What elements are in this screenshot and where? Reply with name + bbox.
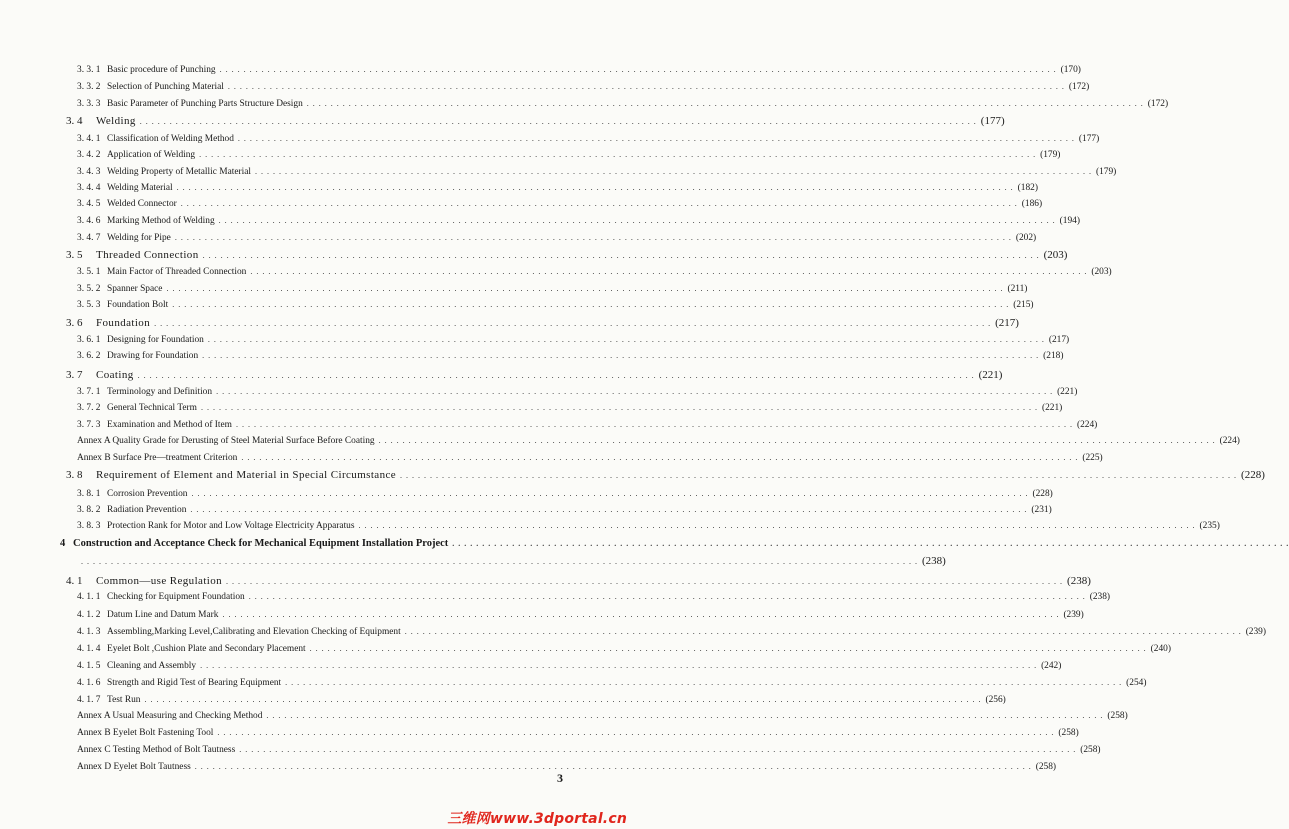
toc-entry-page: (202) [1015, 233, 1037, 243]
toc-entry-title: Examination and Method of Item [107, 420, 232, 430]
dot-leader: . . . . . . . . . . . . . . . . . . . . . . . . . . . . . . . . . . . . . . . . . . . . . . . . . . . . . . . . . . . . . . . . . . . . . . . . . . . . . . . . . . . . . . . . . . . . . . . . . . . . . . . . . . . . . . . . . . . . . . . . . . . . . . . . . . . . . . . . . . . . [200, 661, 1038, 670]
dot-leader: . . . . . . . . . . . . . . . . . . . . . . . . . . . . . . . . . . . . . . . . . . . . . . . . . . . . . . . . . . . . . . . . . . . . . . . . . . . . . . . . . . . . . . . . . . . . . . . . . . . . . . . . . . . . . . . . . . . . . . . . . . . . . . . . . . . . . . . . . . . . [202, 351, 1040, 360]
toc-entry-page: (217) [1048, 335, 1070, 345]
toc-entry-number: 4. 1. 4 [77, 644, 101, 654]
dot-leader: . . . . . . . . . . . . . . . . . . . . . . . . . . . . . . . . . . . . . . . . . . . . . . . . . . . . . . . . . . . . . . . . . . . . . . . . . . . . . . . . . . . . . . . . . . . . . . . . . . . . . . . . . . . . . . . . . . . . . . . . . . . . . . . . . . . . . . . . . . . . [309, 644, 1147, 653]
toc-entry-title: General Technical Term [107, 403, 197, 413]
dot-leader: . . . . . . . . . . . . . . . . . . . . . . . . . . . . . . . . . . . . . . . . . . . . . . . . . . . . . . . . . . . . . . . . . . . . . . . . . . . . . . . . . . . . . . . . . . . . . . . . . . . . . . . . . . . . . . . . . . . . . . . . . . . . . . . . . . . . . . . . . . . . [218, 216, 1056, 225]
toc-entry-page: (177) [1078, 134, 1100, 144]
toc-entry-number: 3. 8. 1 [77, 489, 101, 499]
dot-leader: . . . . . . . . . . . . . . . . . . . . . . . . . . . . . . . . . . . . . . . . . . . . . . . . . . . . . . . . . . . . . . . . . . . . . . . . . . . . . . . . . . . . . . . . . . . . . . . . . . . . . . . . . . . . . . . . . . . . . . . . . . . . . . . . . . . . . . . . . . . . [194, 762, 1032, 771]
toc-subsection-entry [77, 676, 1147, 690]
toc-entry-title: Welding [96, 115, 136, 127]
dot-leader: . . . . . . . . . . . . . . . . . . . . . . . . . . . . . . . . . . . . . . . . . . . . . . . . . . . . . . . . . . . . . . . . . . . . . . . . . . . . . . . . . . . . . . . . . . . . . . . . . . . . . . . . . . . . . . . . . . . . . . . . . . . . . . . . . . . . . . . . . . . . [217, 728, 1055, 737]
toc-entry-page: (258) [1035, 762, 1057, 772]
toc-entry-page: (203) [1043, 249, 1068, 261]
dot-leader: . . . . . . . . . . . . . . . . . . . . . . . . . . . . . . . . . . . . . . . . . . . . . . . . . . . . . . . . . . . . . . . . . . . . . . . . . . . . . . . . . . . . . . . . . . . . . . . . . . . . . . . . . . . . . . . . . . . . . . . . . . . . . . . . . . . . . . . . . . . . [404, 627, 1242, 636]
toc-entry-page: (221) [1041, 403, 1063, 413]
toc-entry-page: (217) [995, 317, 1019, 329]
toc-entry-page: (228) [1241, 469, 1265, 481]
toc-entry-page: (225) [1082, 453, 1103, 463]
toc-entry-page: (215) [1013, 300, 1034, 310]
toc-entry-number: 4. 1. 7 [77, 695, 101, 705]
toc-section-entry [66, 368, 1003, 382]
toc-annex-entry [77, 451, 1103, 465]
toc-annex-entry [77, 434, 1240, 448]
toc-entry-page: (258) [1107, 711, 1128, 721]
dot-leader: . . . . . . . . . . . . . . . . . . . . . . . . . . . . . . . . . . . . . . . . . . . . . . . . . . . . . . . . . . . . . . . . . . . . . . . . . . . . . . . . . . . . . . . . . . . . . . . . . . . . . . . . . . . . . . . . . . . . . . . . . . . . . . . . . . . . . . . . . . . . [239, 745, 1077, 754]
toc-entry-number: 4 [60, 538, 66, 549]
toc-annex-entry [77, 709, 1128, 723]
toc-subsection-entry [77, 165, 1117, 179]
toc-entry-title: Application of Welding [107, 150, 196, 160]
toc-subsection-entry [77, 503, 1052, 517]
dot-leader: . . . . . . . . . . . . . . . . . . . . . . . . . . . . . . . . . . . . . . . . . . . . . . . . . . . . . . . . . . . . . . . . . . . . . . . . . . . . . . . . . . . . . . . . . . . . . . . . . . . . . . . . . . . . . . . . . . . . . . . . . . . . . . . . . . . . . . . . . . . . [200, 403, 1038, 412]
toc-subsection-entry [77, 608, 1084, 622]
dot-leader: . . . . . . . . . . . . . . . . . . . . . . . . . . . . . . . . . . . . . . . . . . . . . . . . . . . . . . . . . . . . . . . . . . . . . . . . . . . . . . . . . . . . . . . . . . . . . . . . . . . . . . . . . . . . . . . . . . . . . . . . . . . . . . . . . . . . . . . . . . . . [180, 199, 1018, 208]
toc-entry-number: 4. 1. 1 [77, 592, 101, 602]
toc-entry-title: Threaded Connection [96, 249, 199, 261]
toc-entry-number: 3. 5 [66, 249, 83, 261]
toc-entry-title: Corrosion Prevention [107, 489, 188, 499]
dot-leader: . . . . . . . . . . . . . . . . . . . . . . . . . . . . . . . . . . . . . . . . . . . . . . . . . . . . . . . . . . . . . . . . . . . . . . . . . . . . . . . . . . . . . . . . . . . . . . . . . . . . . . . . . . . . . . . . . . . . . . . . . . . . . . . . . . . . . . . . . . . . [199, 150, 1037, 159]
toc-entry-title: Coating [96, 369, 134, 381]
toc-entry-title: Assembling,Marking Level,Calibrating and Elevation Checking of Equipment [107, 627, 401, 637]
toc-entry-number: 3. 3. 2 [77, 82, 101, 92]
toc-entry-page: (182) [1017, 183, 1038, 193]
dot-leader: . . . . . . . . . . . . . . . . . . . . . . . . . . . . . . . . . . . . . . . . . . . . . . . . . . . . . . . . . . . . . . . . . . . . . . . . . . . . . . . . . . . . . . . . . . . . . . . . . . . . . . . . . . . . . . . . . . . . . . . . . . . . . . . . . . . . . . . . . . . . [358, 521, 1196, 530]
toc-subsection-entry [77, 625, 1266, 639]
toc-entry-page: (179) [1040, 150, 1061, 160]
toc-subsection-entry [77, 265, 1112, 279]
toc-entry-number: 3. 4 [66, 115, 83, 127]
toc-entry-title: Welding Material [107, 183, 173, 193]
toc-entry-title: Welding for Pipe [107, 233, 171, 243]
toc-entry-page: (203) [1091, 267, 1112, 277]
toc-entry-page: (224) [1076, 420, 1098, 430]
toc-section-entry [66, 248, 1068, 262]
toc-entry-page: (242) [1041, 661, 1062, 671]
toc-entry-number: 3. 4. 6 [77, 216, 101, 226]
toc-subsection-entry [77, 132, 1100, 146]
toc-subsection-entry [77, 80, 1090, 94]
dot-leader: . . . . . . . . . . . . . . . . . . . . . . . . . . . . . . . . . . . . . . . . . . . . . . . . . . . . . . . . . . . . . . . . . . . . . . . . . . . . . . . . . . . . . . . . . . . . . . . . . . . . . . . . . . . . . . . . . . . . . . . . . . . . . . . . . . . . . . . . . . . . [202, 251, 1040, 260]
dot-leader: . . . . . . . . . . . . . . . . . . . . . . . . . . . . . . . . . . . . . . . . . . . . . . . . . . . . . . . . . . . . . . . . . . . . . . . . . . . . . . . . . . . . . . . . . . . . . . . . . . . . . . . . . . . . . . . . . . . . . . . . . . . . . . . . . . . . . . . . . . . . [222, 610, 1060, 619]
toc-entry-number: 3. 5. 2 [77, 284, 101, 294]
toc-entry-page: (179) [1096, 167, 1117, 177]
dot-leader: . . . . . . . . . . . . . . . . . . . . . . . . . . . . . . . . . . . . . . . . . . . . . . . . . . . . . . . . . . . . . . . . . . . . . . . . . . . . . . . . . . . . . . . . . . . . . . . . . . . . . . . . . . . . . . . . . . . . . . . . . . . . . . . . . . . . . . . . . . . . [226, 577, 1064, 586]
dot-leader: . . . . . . . . . . . . . . . . . . . . . . . . . . . . . . . . . . . . . . . . . . . . . . . . . . . . . . . . . . . . . . . . . . . . . . . . . . . . . . . . . . . . . . . . . . . . . . . . . . . . . . . . . . . . . . . . . . . . . . . . . . . . . . . . . . . . . . . . . . . . [191, 489, 1029, 498]
toc-subsection-entry [77, 693, 1006, 707]
toc-entry-page: (221) [978, 369, 1003, 381]
dot-leader: . . . . . . . . . . . . . . . . . . . . . . . . . . . . . . . . . . . . . . . . . . . . . . . . . . . . . . . . . . . . . . . . . . . . . . . . . . . . . . . . . . . . . . . . . . . . . . . . . . . . . . . . . . . . . . . . . . . . . . . . . . . . . . . . . . . . . . . . . . . . [207, 335, 1045, 344]
toc-annex-entry [77, 726, 1079, 740]
toc-entry-title: Selection of Punching Material [107, 82, 224, 92]
toc-entry-page: (211) [1007, 284, 1028, 294]
toc-entry-number: 3. 8. 3 [77, 521, 101, 531]
toc-entry-number: 3. 6 [66, 317, 83, 329]
toc-entry-title: Welding Property of Metallic Material [107, 167, 251, 177]
toc-entry-title: Strength and Rigid Test of Bearing Equipment [107, 678, 282, 688]
toc-entry-page: (235) [1199, 521, 1220, 531]
page-number: 3 [557, 771, 563, 785]
dot-leader: . . . . . . . . . . . . . . . . . . . . . . . . . . . . . . . . . . . . . . . . . . . . . . . . . . . . . . . . . . . . . . . . . . . . . . . . . . . . . . . . . . . . . . . . . . . . . . . . . . . . . . . . . . . . . . . . . . . . . . . . . . . . . . . . . . . . . . . . . . . . [248, 592, 1086, 601]
toc-entry-number: 3. 4. 7 [77, 233, 101, 243]
toc-entry-number: 3. 7 [66, 369, 83, 381]
toc-entry-title: Foundation Bolt [107, 300, 169, 310]
toc-entry-page: (172) [1068, 82, 1090, 92]
toc-subsection-entry [77, 148, 1061, 162]
toc-entry-number: 3. 3. 1 [77, 65, 101, 75]
toc-subsection-entry [77, 231, 1037, 245]
toc-subsection-entry [77, 197, 1043, 211]
toc-entry-title: Terminology and Definition [107, 387, 213, 397]
toc-entry-page: (221) [1057, 387, 1078, 397]
toc-entry-title: Eyelet Bolt ,Cushion Plate and Secondary Placement [107, 644, 306, 654]
toc-entry-title: Marking Method of Welding [107, 216, 215, 226]
toc-subsection-entry [77, 659, 1062, 673]
toc-entry-title: Annex A Usual Measuring and Checking Method [77, 711, 263, 721]
dot-leader: . . . . . . . . . . . . . . . . . . . . . . . . . . . . . . . . . . . . . . . . . . . . . . . . . . . . . . . . . . . . . . . . . . . . . . . . . . . . . . . . . . . . . . . . . . . . . . . . . . . . . . . . . . . . . . . . . . . . . . . . . . . . . . . . . . . . . . . . . . . . [172, 300, 1010, 309]
toc-entry-title: Spanner Space [107, 284, 163, 294]
toc-entry-number: 3. 6. 1 [77, 335, 101, 345]
toc-annex-entry [77, 760, 1057, 774]
toc-entry-page: (254) [1126, 678, 1147, 688]
toc-entry-number: 3. 3. 3 [77, 99, 101, 109]
toc-entry-title: Classification of Welding Method [107, 134, 234, 144]
toc-subsection-entry [77, 333, 1070, 347]
toc-continuation-line [77, 554, 946, 568]
toc-entry-number: 4. 1 [66, 575, 83, 587]
toc-annex-entry [77, 743, 1101, 757]
toc-subsection-entry [77, 63, 1081, 77]
toc-subsection-entry [77, 181, 1038, 195]
dot-leader: . . . . . . . . . . . . . . . . . . . . . . . . . . . . . . . . . . . . . . . . . . . . . . . . . . . . . . . . . . . . . . . . . . . . . . . . . . . . . . . . . . . . . . . . . . . . . . . . . . . . . . . . . . . . . . . . . . . . . . . . . . . . . . . . . . . . . . . . . . . . [227, 82, 1065, 91]
dot-leader: . . . . . . . . . . . . . . . . . . . . . . . . . . . . . . . . . . . . . . . . . . . . . . . . . . . . . . . . . . . . . . . . . . . . . . . . . . . . . . . . . . . . . . . . . . . . . . . . . . . . . . . . . . . . . . . . . . . . . . . . . . . . . . . . . . . . . . . . . . . . [452, 539, 1289, 548]
toc-entry-title: Protection Rank for Motor and Low Voltage Electricity Apparatus [107, 521, 355, 531]
toc-entry-number: 3. 4. 2 [77, 150, 101, 160]
toc-entry-page: (172) [1147, 99, 1169, 109]
toc-entry-title: Designing for Foundation [107, 335, 204, 345]
dot-leader: . . . . . . . . . . . . . . . . . . . . . . . . . . . . . . . . . . . . . . . . . . . . . . . . . . . . . . . . . . . . . . . . . . . . . . . . . . . . . . . . . . . . . . . . . . . . . . . . . . . . . . . . . . . . . . . . . . . . . . . . . . . . . . . . . . . . . . . . . . . . [255, 167, 1092, 176]
toc-subsection-entry [77, 519, 1220, 533]
toc-entry-page: (177) [980, 115, 1005, 127]
dot-leader: . . . . . . . . . . . . . . . . . . . . . . . . . . . . . . . . . . . . . . . . . . . . . . . . . . . . . . . . . . . . . . . . . . . . . . . . . . . . . . . . . . . . . . . . . . . . . . . . . . . . . . . . . . . . . . . . . . . . . . . . . . . . . . . . . . . . . . . . . . . . [216, 387, 1054, 396]
toc-entry-page: (258) [1080, 745, 1101, 755]
dot-leader: . . . . . . . . . . . . . . . . . . . . . . . . . . . . . . . . . . . . . . . . . . . . . . . . . . . . . . . . . . . . . . . . . . . . . . . . . . . . . . . . . . . . . . . . . . . . . . . . . . . . . . . . . . . . . . . . . . . . . . . . . . . . . . . . . . . . . . . . . . . . [266, 711, 1104, 720]
toc-subsection-entry [77, 590, 1111, 604]
dot-leader: . . . . . . . . . . . . . . . . . . . . . . . . . . . . . . . . . . . . . . . . . . . . . . . . . . . . . . . . . . . . . . . . . . . . . . . . . . . . . . . . . . . . . . . . . . . . . . . . . . . . . . . . . . . . . . . . . . . . . . . . . . . . . . . . . . . . . . . . . . . . [154, 319, 992, 328]
toc-entry-number: 4. 1. 2 [77, 610, 101, 620]
toc-entry-title: Annex C Testing Method of Bolt Tautness [77, 745, 236, 755]
toc-entry-page: (231) [1031, 505, 1052, 515]
dot-leader: . . . . . . . . . . . . . . . . . . . . . . . . . . . . . . . . . . . . . . . . . . . . . . . . . . . . . . . . . . . . . . . . . . . . . . . . . . . . . . . . . . . . . . . . . . . . . . . . . . . . . . . . . . . . . . . . . . . . . . . . . . . . . . . . . . . . . . . . . . . . [137, 371, 975, 380]
toc-section-entry [66, 468, 1265, 482]
toc-chapter-entry [60, 537, 1289, 551]
toc-subsection-entry [77, 298, 1034, 312]
toc-entry-page: (170) [1060, 65, 1081, 75]
dot-leader: . . . . . . . . . . . . . . . . . . . . . . . . . . . . . . . . . . . . . . . . . . . . . . . . . . . . . . . . . . . . . . . . . . . . . . . . . . . . . . . . . . . . . . . . . . . . . . . . . . . . . . . . . . . . . . . . . . . . . . . . . . . . . . . . . . . . . . . . . . . . [285, 678, 1123, 687]
toc-entry-title: Drawing for Foundation [107, 351, 199, 361]
toc-section-entry [66, 316, 1019, 330]
toc-entry-title: Foundation [96, 317, 151, 329]
dot-leader: . . . . . . . . . . . . . . . . . . . . . . . . . . . . . . . . . . . . . . . . . . . . . . . . . . . . . . . . . . . . . . . . . . . . . . . . . . . . . . . . . . . . . . . . . . . . . . . . . . . . . . . . . . . . . . . . . . . . . . . . . . . . . . . . . . . . . . . . . . . . [235, 420, 1073, 429]
toc-entry-title: Annex B Surface Pre—treatment Criterion [77, 453, 238, 463]
toc-entry-number: 3. 7. 3 [77, 420, 101, 430]
toc-entry-page: (224) [1219, 436, 1240, 446]
toc-subsection-entry [77, 349, 1064, 363]
toc-entry-title: Annex A Quality Grade for Derusting of Steel Material Surface Before Coating [77, 436, 375, 446]
toc-entry-page: (240) [1150, 644, 1171, 654]
toc-entry-page: (228) [1032, 489, 1053, 499]
dot-leader: . . . . . . . . . . . . . . . . . . . . . . . . . . . . . . . . . . . . . . . . . . . . . . . . . . . . . . . . . . . . . . . . . . . . . . . . . . . . . . . . . . . . . . . . . . . . . . . . . . . . . . . . . . . . . . . . . . . . . . . . . . . . . . . . . . . . . . . . . . . . [190, 505, 1028, 514]
toc-subsection-entry [77, 642, 1171, 656]
watermark-text: 三维网www.3dportal.cn [447, 811, 627, 827]
dot-leader: . . . . . . . . . . . . . . . . . . . . . . . . . . . . . . . . . . . . . . . . . . . . . . . . . . . . . . . . . . . . . . . . . . . . . . . . . . . . . . . . . . . . . . . . . . . . . . . . . . . . . . . . . . . . . . . . . . . . . . . . . . . . . . . . . . . . . . . . . . . . [176, 183, 1014, 192]
toc-entry-title: Radiation Prevention [107, 505, 187, 515]
toc-entry-number: 4. 1. 6 [77, 678, 101, 688]
toc-entry-page: (238) [922, 555, 946, 567]
toc-entry-title: Welded Connector [107, 199, 177, 209]
toc-entry-number: 3. 6. 2 [77, 351, 101, 361]
toc-entry-page: (194) [1059, 216, 1080, 226]
toc-entry-title: Test Run [107, 695, 141, 705]
toc-entry-number: 3. 8. 2 [77, 505, 101, 515]
watermark-logo [400, 805, 633, 829]
dot-leader: . . . . . . . . . . . . . . . . . . . . . . . . . . . . . . . . . . . . . . . . . . . . . . . . . . . . . . . . . . . . . . . . . . . . . . . . . . . . . . . . . . . . . . . . . . . . . . . . . . . . . . . . . . . . . . . . . . . . . . . . . . . . . . . . . . . . . . . . . . . . [139, 117, 977, 126]
toc-entry-page: (186) [1021, 199, 1043, 209]
toc-entry-page: (239) [1245, 627, 1266, 637]
dot-leader: . . . . . . . . . . . . . . . . . . . . . . . . . . . . . . . . . . . . . . . . . . . . . . . . . . . . . . . . . . . . . . . . . . . . . . . . . . . . . . . . . . . . . . . . . . . . . . . . . . . . . . . . . . . . . . . . . . . . . . . . . . . . . . . . . . . . . . . . . . . . [400, 471, 1238, 480]
toc-entry-number: 3. 4. 4 [77, 183, 101, 193]
toc-entry-number: 3. 4. 1 [77, 134, 101, 144]
dot-leader: . . . . . . . . . . . . . . . . . . . . . . . . . . . . . . . . . . . . . . . . . . . . . . . . . . . . . . . . . . . . . . . . . . . . . . . . . . . . . . . . . . . . . . . . . . . . . . . . . . . . . . . . . . . . . . . . . . . . . . . . . . . . . . . . . . . . . . . . . . . . [174, 233, 1012, 242]
toc-section-entry [66, 574, 1091, 588]
toc-entry-number: 3. 4. 3 [77, 167, 101, 177]
toc-entry-number: 4. 1. 3 [77, 627, 101, 637]
toc-entry-page: (238) [1067, 575, 1091, 587]
toc-entry-number: 3. 4. 5 [77, 199, 101, 209]
dot-leader: . . . . . . . . . . . . . . . . . . . . . . . . . . . . . . . . . . . . . . . . . . . . . . . . . . . . . . . . . . . . . . . . . . . . . . . . . . . . . . . . . . . . . . . . . . . . . . . . . . . . . . . . . . . . . . . . . . . . . . . . . . . . . . . . . . . . . . . . . . . . [306, 99, 1144, 108]
toc-section-entry [66, 114, 1005, 128]
toc-entry-number: 3. 5. 3 [77, 300, 101, 310]
toc-entry-title: Checking for Equipment Foundation [107, 592, 245, 602]
toc-entry-title: Cleaning and Assembly [107, 661, 197, 671]
toc-subsection-entry [77, 401, 1063, 415]
dot-leader: . . . . . . . . . . . . . . . . . . . . . . . . . . . . . . . . . . . . . . . . . . . . . . . . . . . . . . . . . . . . . . . . . . . . . . . . . . . . . . . . . . . . . . . . . . . . . . . . . . . . . . . . . . . . . . . . . . . . . . . . . . . . . . . . . . . . . . . . . . . . [250, 267, 1088, 276]
toc-entry-number: 4. 1. 5 [77, 661, 101, 671]
dot-leader: . . . . . . . . . . . . . . . . . . . . . . . . . . . . . . . . . . . . . . . . . . . . . . . . . . . . . . . . . . . . . . . . . . . . . . . . . . . . . . . . . . . . . . . . . . . . . . . . . . . . . . . . . . . . . . . . . . . . . . . . . . . . . . . . . . . . . . . . . . . . [241, 453, 1079, 462]
toc-entry-title: Basic Parameter of Punching Parts Structure Design [107, 99, 303, 109]
toc-subsection-entry [77, 385, 1078, 399]
toc-entry-page: (238) [1089, 592, 1111, 602]
toc-subsection-entry [77, 214, 1080, 228]
toc-entry-title: Common—use Regulation [96, 575, 223, 587]
dot-leader: . . . . . . . . . . . . . . . . . . . . . . . . . . . . . . . . . . . . . . . . . . . . . . . . . . . . . . . . . . . . . . . . . . . . . . . . . . . . . . . . . . . . . . . . . . . . . . . . . . . . . . . . . . . . . . . . . . . . . . . . . . . . . . . . . . . . . . . . . . . . [237, 134, 1075, 143]
toc-entry-page: (239) [1063, 610, 1084, 620]
dot-leader: . . . . . . . . . . . . . . . . . . . . . . . . . . . . . . . . . . . . . . . . . . . . . . . . . . . . . . . . . . . . . . . . . . . . . . . . . . . . . . . . . . . . . . . . . . . . . . . . . . . . . . . . . . . . . . . . . . . . . . . . . . . . . . . . . . . . . . . . . . . . [219, 65, 1057, 74]
toc-entry-number: 3. 7. 1 [77, 387, 101, 397]
toc-entry-title: Requirement of Element and Material in Special Circumstance [96, 469, 397, 481]
dot-leader: . . . . . . . . . . . . . . . . . . . . . . . . . . . . . . . . . . . . . . . . . . . . . . . . . . . . . . . . . . . . . . . . . . . . . . . . . . . . . . . . . . . . . . . . . . . . . . . . . . . . . . . . . . . . . . . . . . . . . . . . . . . . . . . . . . . . . . . . . . . . [378, 436, 1216, 445]
dot-leader: . . . . . . . . . . . . . . . . . . . . . . . . . . . . . . . . . . . . . . . . . . . . . . . . . . . . . . . . . . . . . . . . . . . . . . . . . . . . . . . . . . . . . . . . . . . . . . . . . . . . . . . . . . . . . . . . . . . . . . . . . . . . . . . . . . . . . . . . . . . . [144, 695, 982, 704]
toc-subsection-entry [77, 282, 1028, 296]
toc-entry-page: (256) [985, 695, 1006, 705]
toc-subsection-entry [77, 97, 1169, 111]
toc-entry-title: Main Factor of Threaded Connection [107, 267, 247, 277]
toc-entry-number: 3. 7. 2 [77, 403, 101, 413]
toc-entry-title: Construction and Acceptance Check for Mechanical Equipment Installation Project [73, 538, 449, 549]
toc-subsection-entry [77, 418, 1098, 432]
dot-leader: . . . . . . . . . . . . . . . . . . . . . . . . . . . . . . . . . . . . . . . . . . . . . . . . . . . . . . . . . . . . . . . . . . . . . . . . . . . . . . . . . . . . . . . . . . . . . . . . . . . . . . . . . . . . . . . . . . . . . . . . . . . . . . . . . . . . . . . . . . . . [166, 284, 1004, 293]
toc-entry-number: 3. 8 [66, 469, 83, 481]
toc-subsection-entry [77, 487, 1053, 501]
toc-entry-title: Basic procedure of Punching [107, 65, 216, 75]
toc-entry-title: Annex B Eyelet Bolt Fastening Tool [77, 728, 214, 738]
toc-entry-title: Annex D Eyelet Bolt Tautness [77, 762, 191, 772]
dot-leader: . . . . . . . . . . . . . . . . . . . . . . . . . . . . . . . . . . . . . . . . . . . . . . . . . . . . . . . . . . . . . . . . . . . . . . . . . . . . . . . . . . . . . . . . . . . . . . . . . . . . . . . . . . . . . . . . . . . . . . . . . . . . . . . . . . . . . . . . . . . . [81, 557, 918, 566]
toc-entry-page: (258) [1058, 728, 1079, 738]
toc-entry-title: Datum Line and Datum Mark [107, 610, 219, 620]
toc-entry-number: 3. 5. 1 [77, 267, 101, 277]
toc-entry-page: (218) [1043, 351, 1064, 361]
